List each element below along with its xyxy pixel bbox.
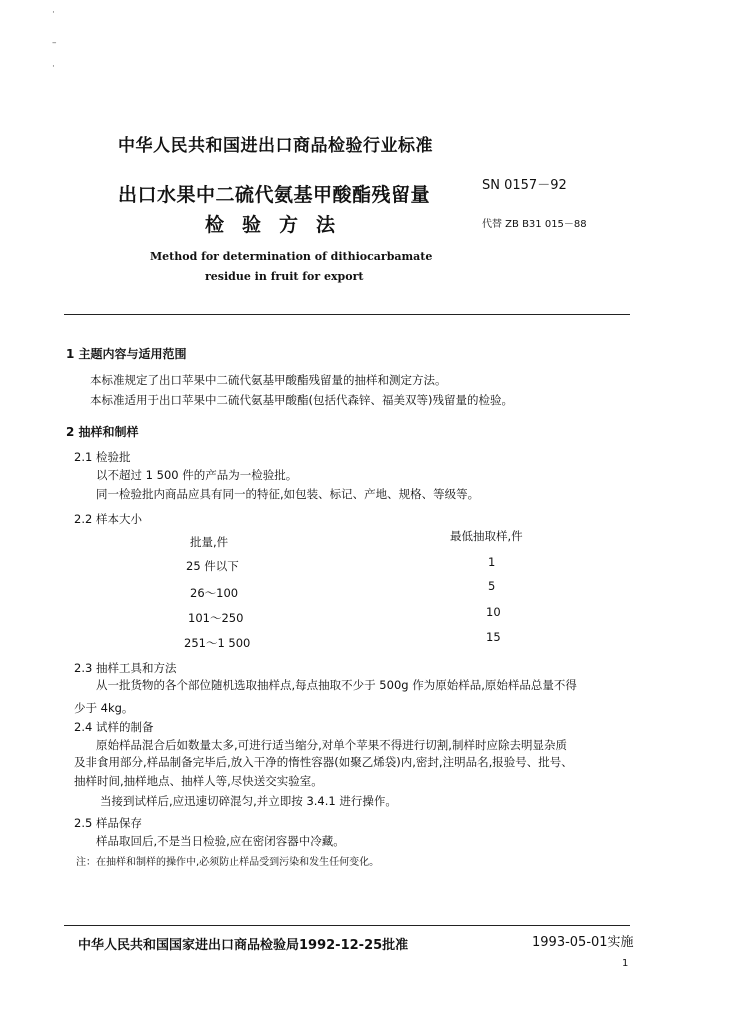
english-title-line2: residue in fruit for export — [205, 270, 364, 283]
document-title-line1: 出口水果中二硫代氨基甲酸酯残留量 — [118, 184, 431, 206]
note: 注：在抽样和制样的操作中,必须防止样品受到污染和发生任何变化。 — [76, 857, 380, 868]
document-title-line2: 检验方法 — [205, 214, 354, 236]
english-title-line1: Method for determination of dithiocarbamate — [150, 250, 433, 263]
table-cell: 10 — [486, 605, 501, 619]
scan-mark: · — [52, 8, 55, 18]
footer-divider — [64, 925, 630, 926]
section-heading: 1 主题内容与适用范围 — [66, 347, 187, 361]
paragraph: 及非食用部分,样品制备完毕后,放入干净的惰性容器(如聚乙烯袋)内,密封,注明品名,报验号、批号、 — [74, 755, 573, 769]
approval-statement: 中华人民共和国国家进出口商品检验局1992-12-25批准 — [78, 938, 409, 953]
table-cell: 15 — [486, 630, 501, 644]
table-cell: 26～100 — [190, 586, 239, 600]
replaces-standard: 代替 ZB B31 015－88 — [482, 219, 587, 230]
table-cell: 251～1 500 — [184, 636, 251, 650]
paragraph: 抽样时间,抽样地点、抽样人等,尽快送交实验室。 — [74, 774, 323, 788]
page-number: 1 — [622, 958, 629, 969]
table-cell: 1 — [488, 555, 496, 569]
paragraph: 样品取回后,不是当日检验,应在密闭容器中冷藏。 — [96, 834, 345, 848]
effective-date: 1993-05-01实施 — [532, 935, 634, 950]
standard-code: SN 0157－92 — [482, 178, 567, 193]
table-column-header: 最低抽取样,件 — [450, 529, 523, 543]
section-heading: 2 抽样和制样 — [66, 425, 139, 439]
table-cell: 101～250 — [188, 611, 244, 625]
paragraph: 本标准适用于出口苹果中二硫代氨基甲酸酯(包括代森锌、福美双等)残留量的检验。 — [90, 393, 513, 407]
paragraph: 少于 4kg。 — [74, 701, 134, 715]
table-cell: 5 — [488, 579, 496, 593]
subsection-heading: 2.2 样本大小 — [74, 512, 142, 526]
scan-mark: – — [52, 38, 57, 48]
header-divider — [64, 314, 630, 315]
paragraph: 当接到试样后,应迅速切碎混匀,并立即按 3.4.1 进行操作。 — [100, 794, 397, 808]
subsection-heading: 2.1 检验批 — [74, 450, 131, 464]
table-cell: 25 件以下 — [186, 559, 239, 573]
subsection-heading: 2.3 抽样工具和方法 — [74, 661, 177, 675]
issuing-organization: 中华人民共和国进出口商品检验行业标准 — [118, 136, 433, 156]
table-column-header: 批量,件 — [190, 535, 229, 549]
paragraph: 本标准规定了出口苹果中二硫代氨基甲酸酯残留量的抽样和测定方法。 — [90, 373, 447, 387]
paragraph: 以不超过 1 500 件的产品为一检验批。 — [96, 468, 298, 482]
subsection-heading: 2.4 试样的制备 — [74, 720, 154, 734]
paragraph: 同一检验批内商品应具有同一的特征,如包装、标记、产地、规格、等级等。 — [96, 487, 480, 501]
paragraph: 原始样品混合后如数量太多,可进行适当缩分,对单个苹果不得进行切割,制样时应除去明显杂质 — [96, 738, 567, 752]
scan-mark: · — [52, 62, 55, 72]
paragraph: 从一批货物的各个部位随机选取抽样点,每点抽取不少于 500g 作为原始样品,原始样品总量不得 — [96, 678, 577, 692]
subsection-heading: 2.5 样品保存 — [74, 816, 142, 830]
